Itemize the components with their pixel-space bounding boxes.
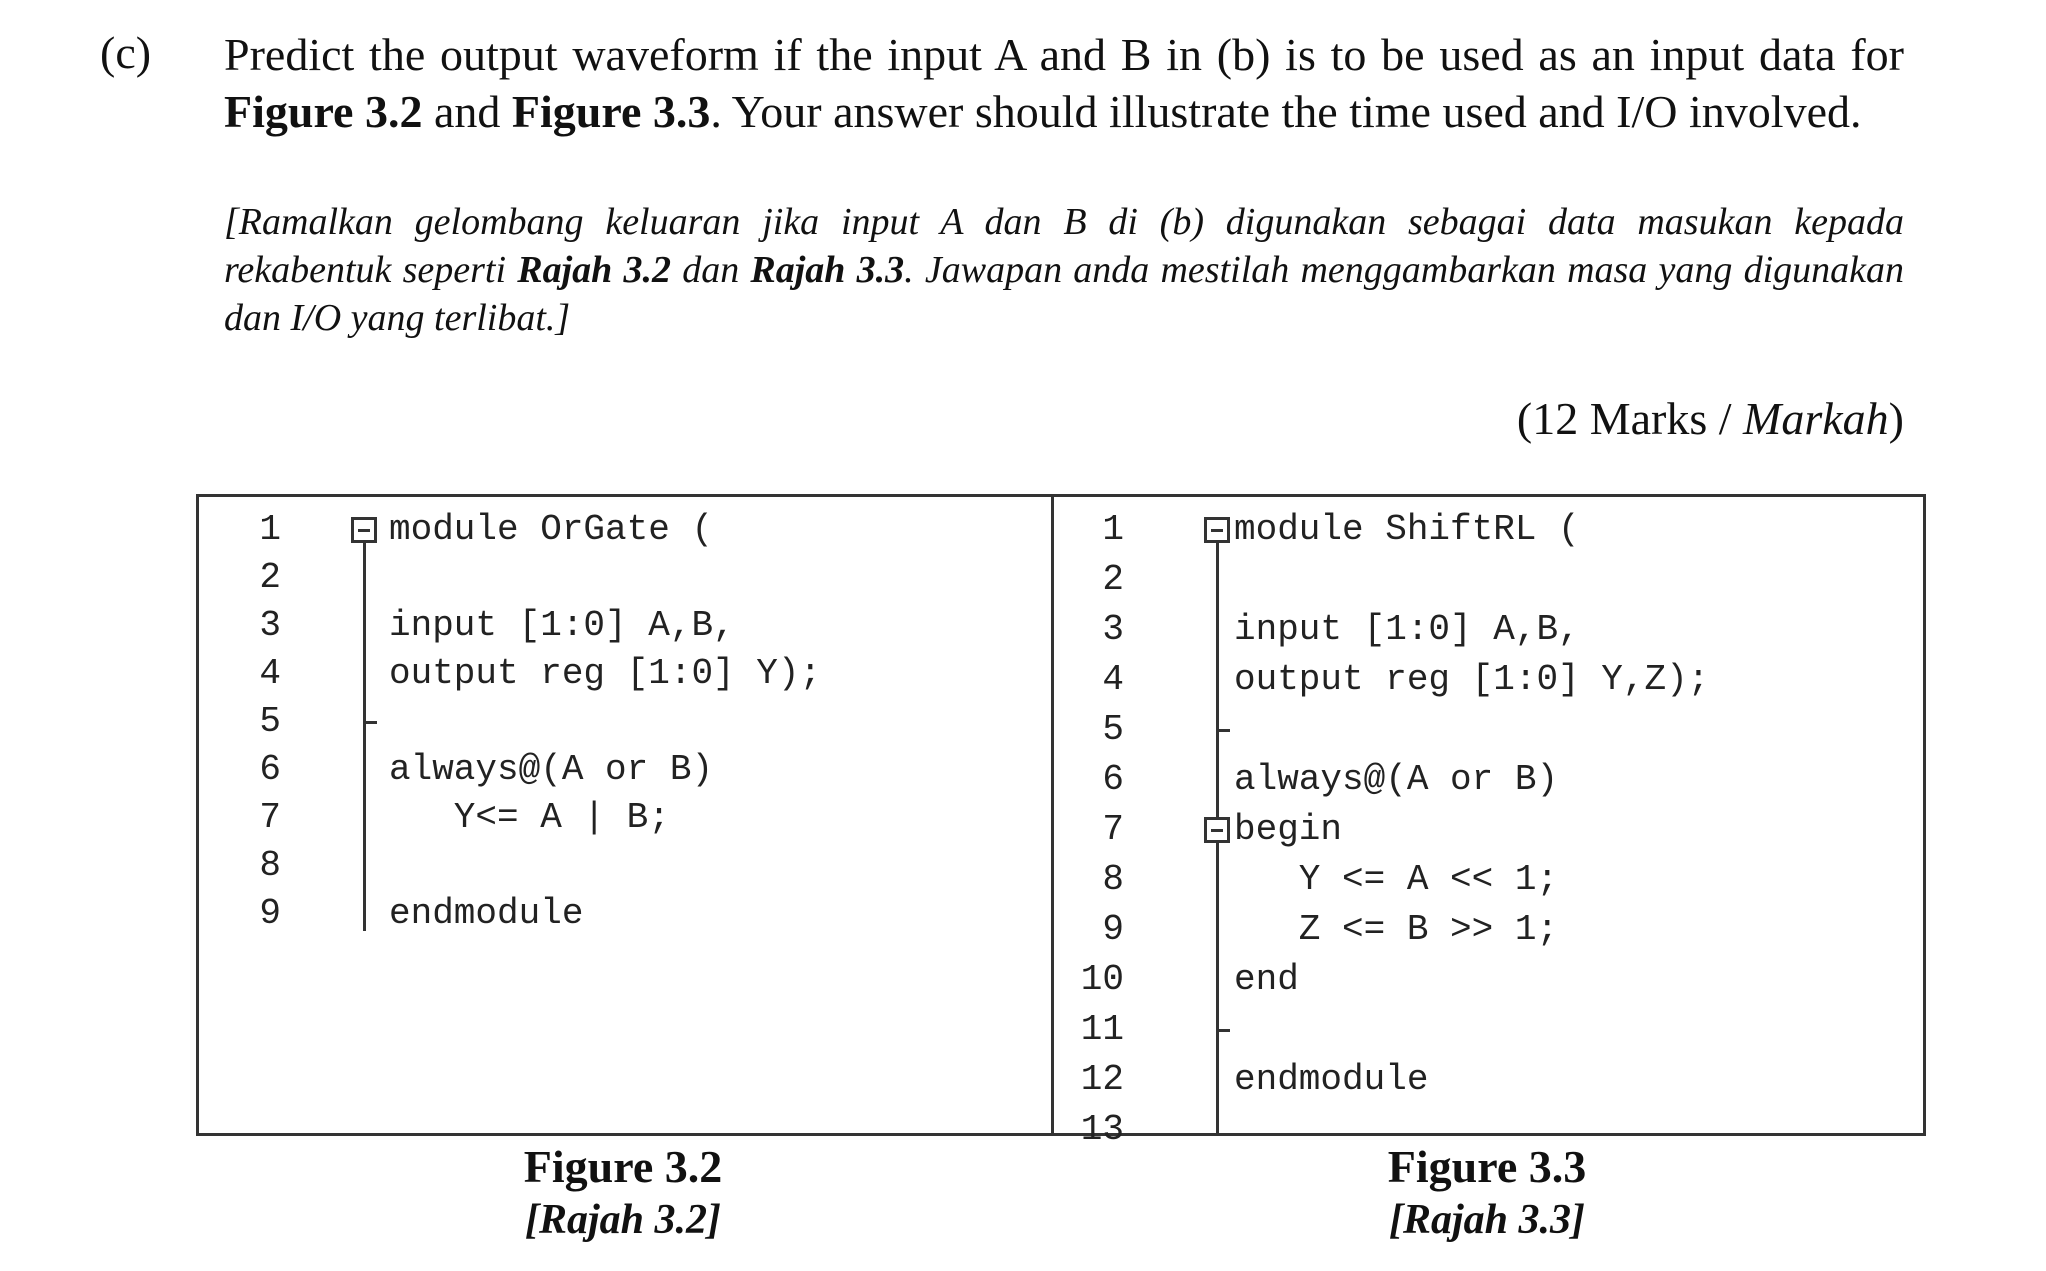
code-line <box>1054 855 1923 905</box>
code-line <box>1054 555 1923 605</box>
code-line <box>199 505 1051 555</box>
line-number: 5 <box>259 701 281 742</box>
code-text: end <box>1234 959 1299 1000</box>
question-text <box>224 26 1904 140</box>
code-text: module OrGate ( <box>389 509 714 550</box>
translation-dan: dan <box>670 249 751 291</box>
code-text: endmodule <box>1234 1059 1429 1100</box>
figure-3-2-ref: Figure 3.2 <box>224 86 423 137</box>
code-line <box>199 553 1051 603</box>
line-number: 6 <box>259 749 281 790</box>
code-text: input [1:0] A,B, <box>389 605 735 646</box>
marks-close: ) <box>1888 393 1904 444</box>
line-number: 3 <box>1102 609 1124 650</box>
figure-3-2-caption <box>373 1140 873 1246</box>
code-text: module ShiftRL ( <box>1234 509 1580 550</box>
code-text: Y <= A << 1; <box>1234 859 1559 900</box>
marks-label <box>1517 392 1904 445</box>
figure-3-3-code <box>1054 497 1923 1150</box>
code-line <box>1054 805 1923 855</box>
translation-part1: [Ramalkan gelombang keluaran jika input A dan B di (b) digunakan sebagai data masukan kepada rekabentuk seperti <box>224 201 1904 291</box>
line-number: 1 <box>1102 509 1124 550</box>
line-number: 4 <box>1102 659 1124 700</box>
code-figures-box <box>196 494 1926 1150</box>
line-number: 10 <box>1080 959 1124 1000</box>
line-number: 11 <box>1080 1009 1124 1050</box>
line-number: 9 <box>259 893 281 934</box>
code-text: endmodule <box>389 893 584 934</box>
figure-3-2-title: Figure 3.2 <box>523 1141 723 1192</box>
line-number: 2 <box>1102 559 1124 600</box>
rajah-3-3-ref: Rajah 3.3 <box>750 249 905 291</box>
code-line <box>1054 505 1923 555</box>
question-translation <box>224 198 1904 342</box>
rajah-3-2-ref: Rajah 3.2 <box>517 249 671 291</box>
code-text: input [1:0] A,B, <box>1234 609 1580 650</box>
figure-3-2-code <box>199 497 1051 1133</box>
line-number: 12 <box>1080 1059 1124 1100</box>
code-line <box>199 649 1051 699</box>
figure-3-3-ref: Figure 3.3 <box>511 86 711 137</box>
marks-main: (12 Marks / <box>1516 393 1744 444</box>
collapse-icon[interactable] <box>1204 517 1230 543</box>
code-line <box>199 889 1051 939</box>
line-number: 13 <box>1080 1109 1124 1150</box>
fold-gutter-line <box>363 521 366 931</box>
code-text: output reg [1:0] Y,Z); <box>1234 659 1710 700</box>
code-line <box>1054 755 1923 805</box>
code-line <box>199 601 1051 651</box>
code-line <box>1054 905 1923 955</box>
fold-end-tick <box>363 721 377 724</box>
code-line <box>1054 655 1923 705</box>
code-text: Y<= A | B; <box>389 797 670 838</box>
figure-3-2-translation: [Rajah 3.2] <box>524 1197 721 1243</box>
line-number: 2 <box>259 557 281 598</box>
figure-3-3-title: Figure 3.3 <box>1387 1141 1587 1192</box>
code-line <box>1054 705 1923 755</box>
collapse-icon[interactable] <box>351 517 377 543</box>
line-number: 4 <box>259 653 281 694</box>
code-line <box>1054 1055 1923 1105</box>
code-line <box>199 697 1051 747</box>
fold-end-tick <box>1216 729 1230 732</box>
line-number: 7 <box>259 797 281 838</box>
translation-part2: . Jawapan anda mestilah menggambarkan masa yang digunakan dan I/O yang terlibat.] <box>224 249 1904 339</box>
code-line <box>1054 605 1923 655</box>
line-number: 7 <box>1102 809 1124 850</box>
code-line <box>1054 955 1923 1005</box>
code-line <box>199 745 1051 795</box>
code-line <box>1054 1005 1923 1055</box>
marks-italic: Markah <box>1743 393 1889 444</box>
line-number: 5 <box>1102 709 1124 750</box>
code-text: Z <= B >> 1; <box>1234 909 1559 950</box>
question-text-part1: Predict the output waveform if the input A and B in (b) is to be used as an input data for <box>224 29 1904 80</box>
line-number: 8 <box>1102 859 1124 900</box>
line-number: 9 <box>1102 909 1124 950</box>
code-text: begin <box>1234 809 1343 850</box>
code-line <box>199 793 1051 843</box>
question-text-and: and <box>422 86 512 137</box>
code-text: always@(A or B) <box>389 749 714 790</box>
line-number: 1 <box>259 509 281 550</box>
collapse-icon[interactable] <box>1204 817 1230 843</box>
code-line <box>199 841 1051 891</box>
question-label: (c) <box>100 27 152 78</box>
fold-end-tick <box>1216 1029 1230 1032</box>
figure-3-3-translation: [Rajah 3.3] <box>1388 1197 1585 1243</box>
figure-3-3-caption <box>1237 1140 1737 1246</box>
code-text: output reg [1:0] Y); <box>389 653 822 694</box>
line-number: 6 <box>1102 759 1124 800</box>
line-number: 3 <box>259 605 281 646</box>
line-number: 8 <box>259 845 281 886</box>
question-text-part2: . Your answer should illustrate the time used and I/O involved. <box>710 86 1862 137</box>
code-text: always@(A or B) <box>1234 759 1559 800</box>
